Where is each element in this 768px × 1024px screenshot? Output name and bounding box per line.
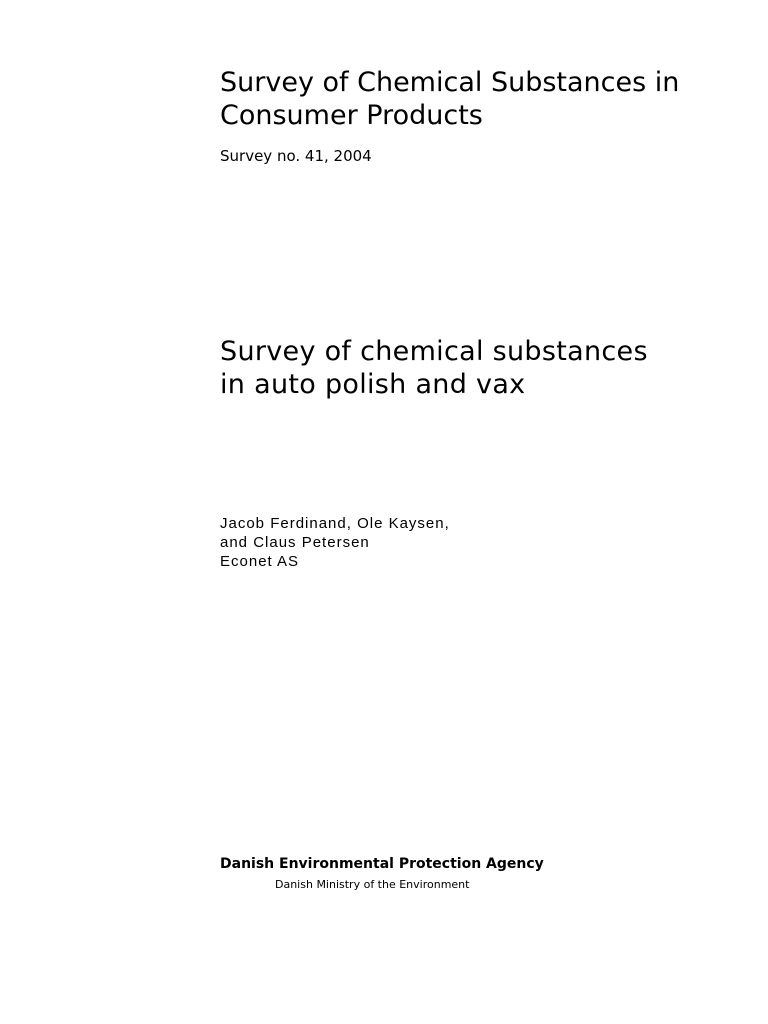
ministry-name: Danish Ministry of the Environment: [275, 878, 470, 891]
author-organization: Econet AS: [220, 553, 300, 570]
agency-name: Danish Environmental Protection Agency: [220, 856, 544, 872]
report-title-line-1: Survey of chemical substances: [220, 336, 648, 367]
report-title: [220, 335, 740, 401]
authors-line-1: Jacob Ferdinand, Ole Kaysen,: [220, 515, 450, 532]
series-title: Survey of Chemical Substances in Consumer Products: [220, 67, 680, 131]
report-title-line-2: in auto polish and vax: [220, 369, 526, 400]
authors-line-2: and Claus Petersen: [220, 534, 370, 551]
survey-number: Survey no. 41, 2004: [220, 147, 372, 165]
author-block: [220, 514, 450, 571]
